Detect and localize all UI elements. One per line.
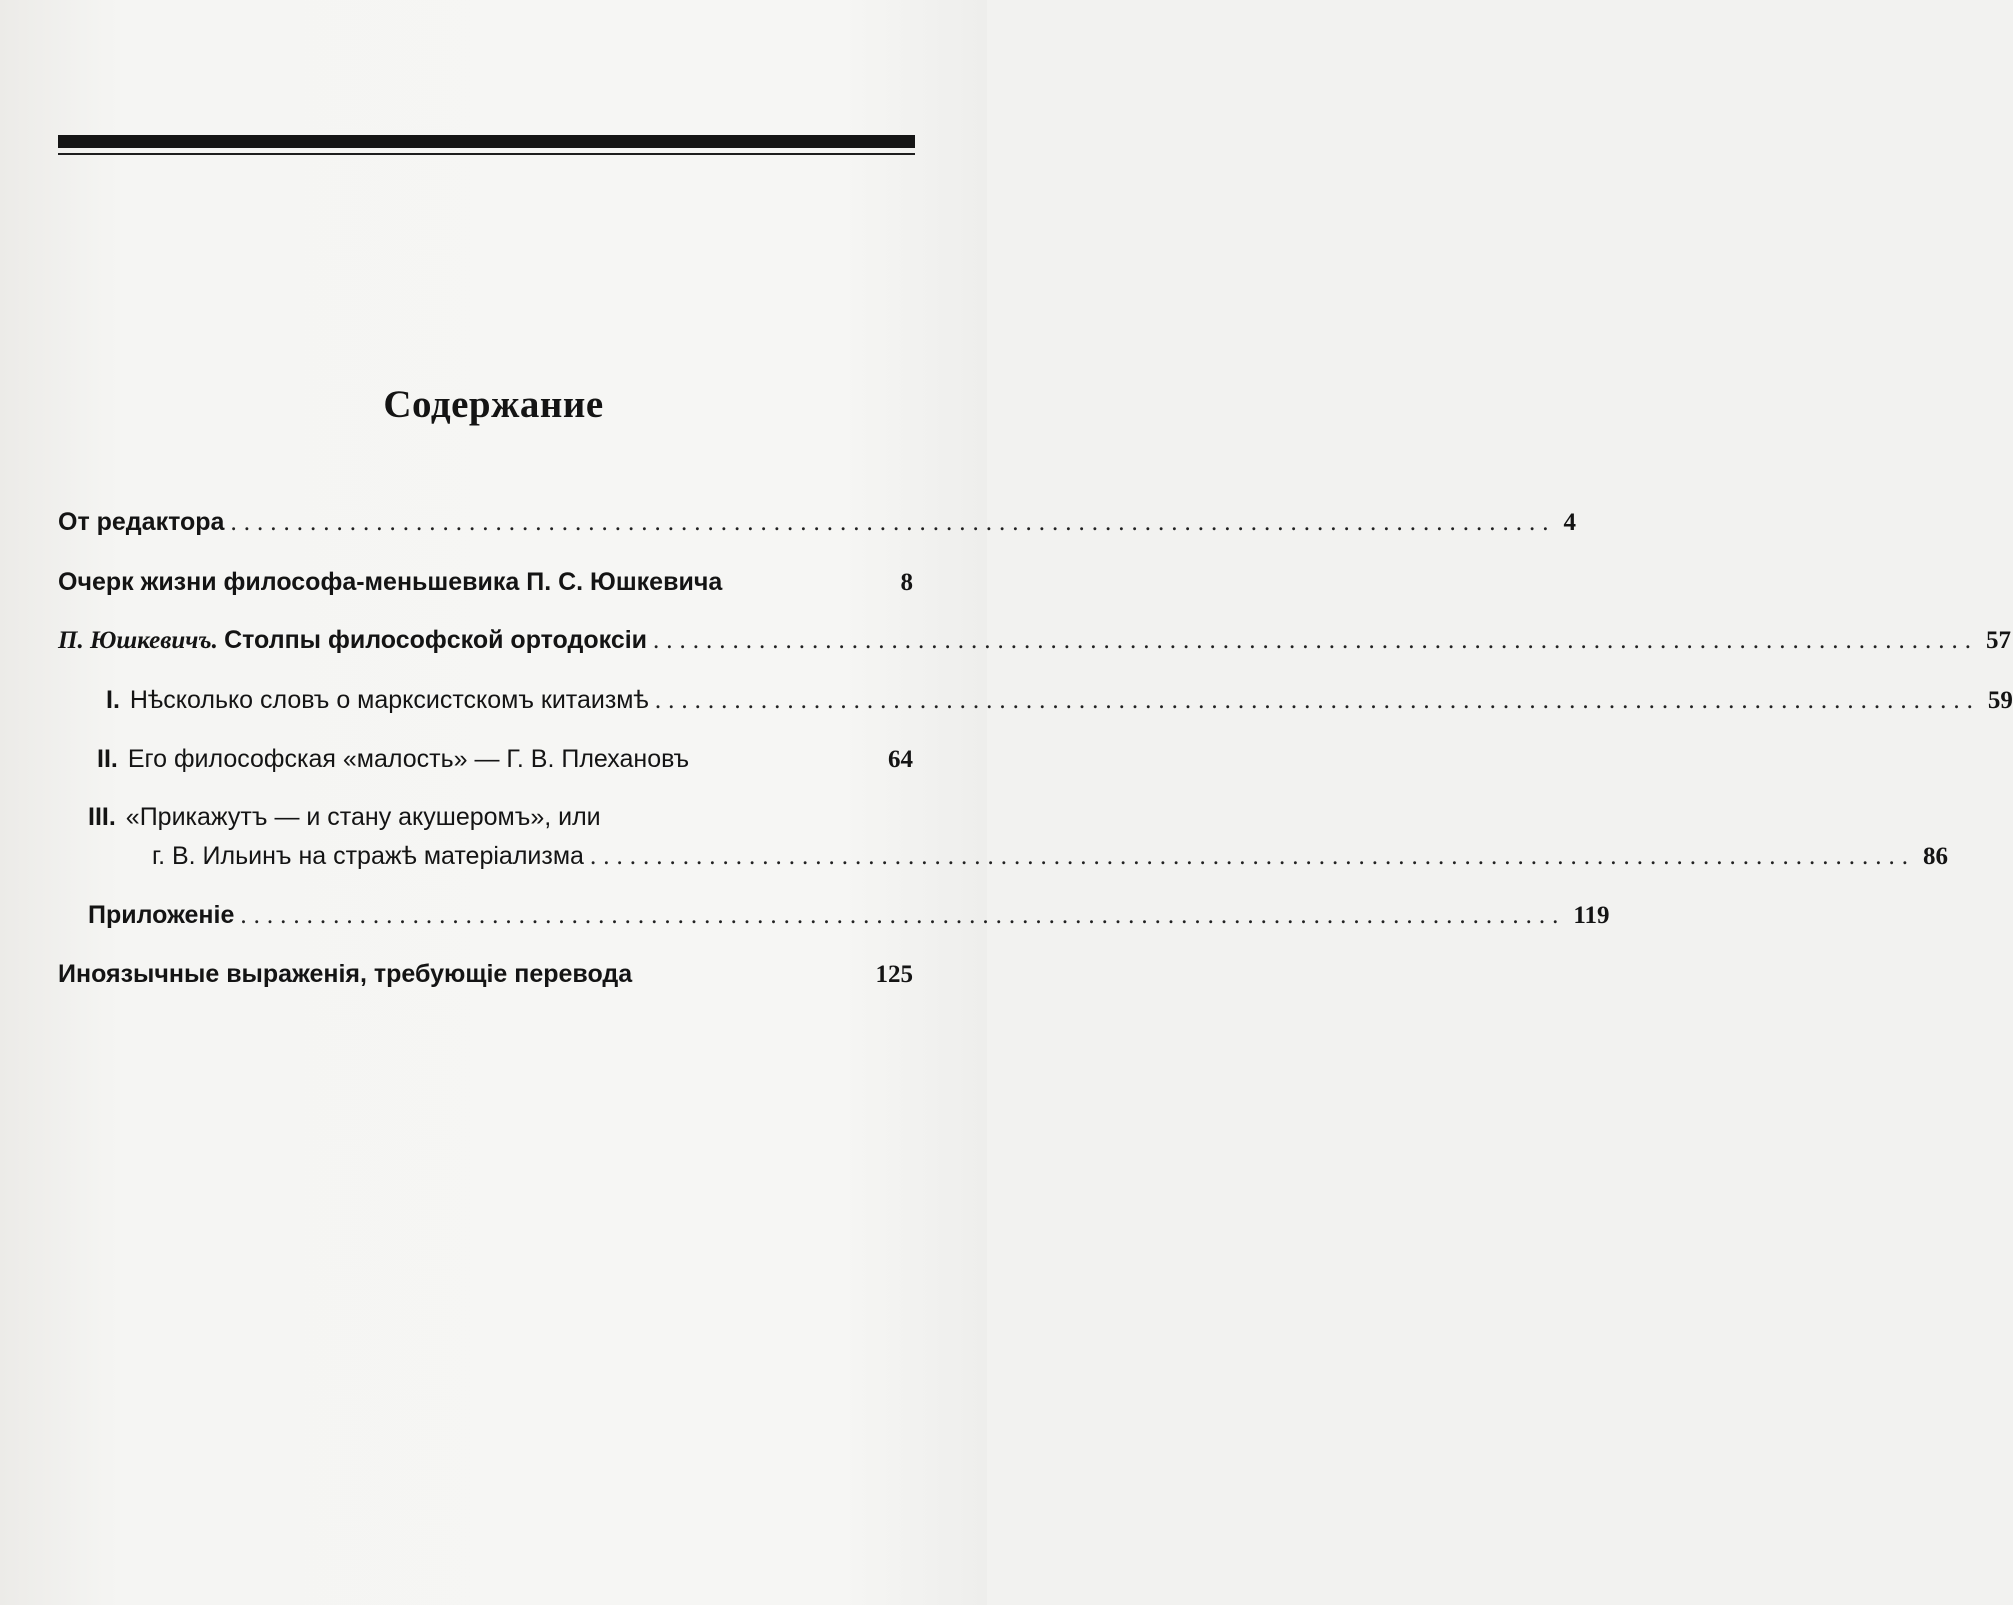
toc-page-number: 57	[1986, 627, 2012, 654]
toc-entry-chapter-2[interactable]	[97, 745, 913, 774]
toc-entry-pillars[interactable]	[58, 626, 2012, 655]
toc-entry-appendix[interactable]	[88, 901, 1610, 930]
toc-page-number: 8	[900, 569, 913, 596]
dot-leader: ....................................................................................................	[589, 843, 1915, 870]
chapter-title: Нѣсколько словъ о марксистскомъ китаизмѣ	[129, 686, 649, 714]
toc-entry-label	[88, 803, 601, 832]
toc-page-number: 119	[1573, 902, 1610, 929]
toc-work-title: Столпы философской ортодоксіи	[224, 626, 648, 654]
toc-page-number: 64	[888, 746, 913, 773]
toc-page-number: 4	[1563, 509, 1576, 536]
toc-page-number: 125	[875, 961, 913, 988]
toc-page-number: 59	[1987, 687, 2013, 714]
toc-author: П. Юшкевичъ.	[58, 627, 218, 654]
chapter-title: Его философская «малость» — Г. В. Плехановъ	[127, 745, 690, 773]
toc-entry-chapter-3-continued[interactable]	[152, 842, 1948, 871]
toc-entry-biography[interactable]	[58, 568, 913, 597]
toc-entry-label: Очерк жизни философа-меньшевика П. С. Юшкевича	[58, 568, 723, 596]
toc-entry-label: Иноязычные выраженія, требующіе перевода	[58, 960, 633, 988]
chapter-numeral: I.	[106, 686, 120, 714]
chapter-title: «Прикажутъ — и стану акушеромъ», или	[125, 803, 601, 831]
toc-entry-editor[interactable]	[58, 508, 1576, 537]
chapter-numeral: II.	[97, 745, 118, 773]
page-title: Содержание	[383, 383, 604, 426]
dot-leader: ....................................................................................................	[230, 509, 1556, 536]
toc-entry-chapter-3[interactable]	[88, 803, 913, 832]
toc-entry-label: От редактора	[58, 508, 225, 536]
dot-leader: ....................................................................................................	[240, 902, 1566, 929]
toc-entry-foreign-expressions[interactable]	[58, 960, 913, 989]
dot-leader: ....................................................................................................	[653, 627, 1979, 654]
toc-entry-label	[97, 745, 689, 774]
toc-entry-label	[106, 686, 649, 715]
toc-page-number: 86	[1922, 843, 1948, 870]
toc-entry-chapter-1[interactable]	[106, 686, 2013, 715]
chapter-title-continued: г. В. Ильинъ на стражѣ матеріализма	[152, 842, 584, 870]
dot-leader: ....................................................................................................	[654, 687, 1980, 714]
toc-entry-label	[58, 626, 647, 655]
chapter-numeral: III.	[88, 803, 116, 831]
toc-entry-label: Приложеніе	[88, 901, 235, 929]
